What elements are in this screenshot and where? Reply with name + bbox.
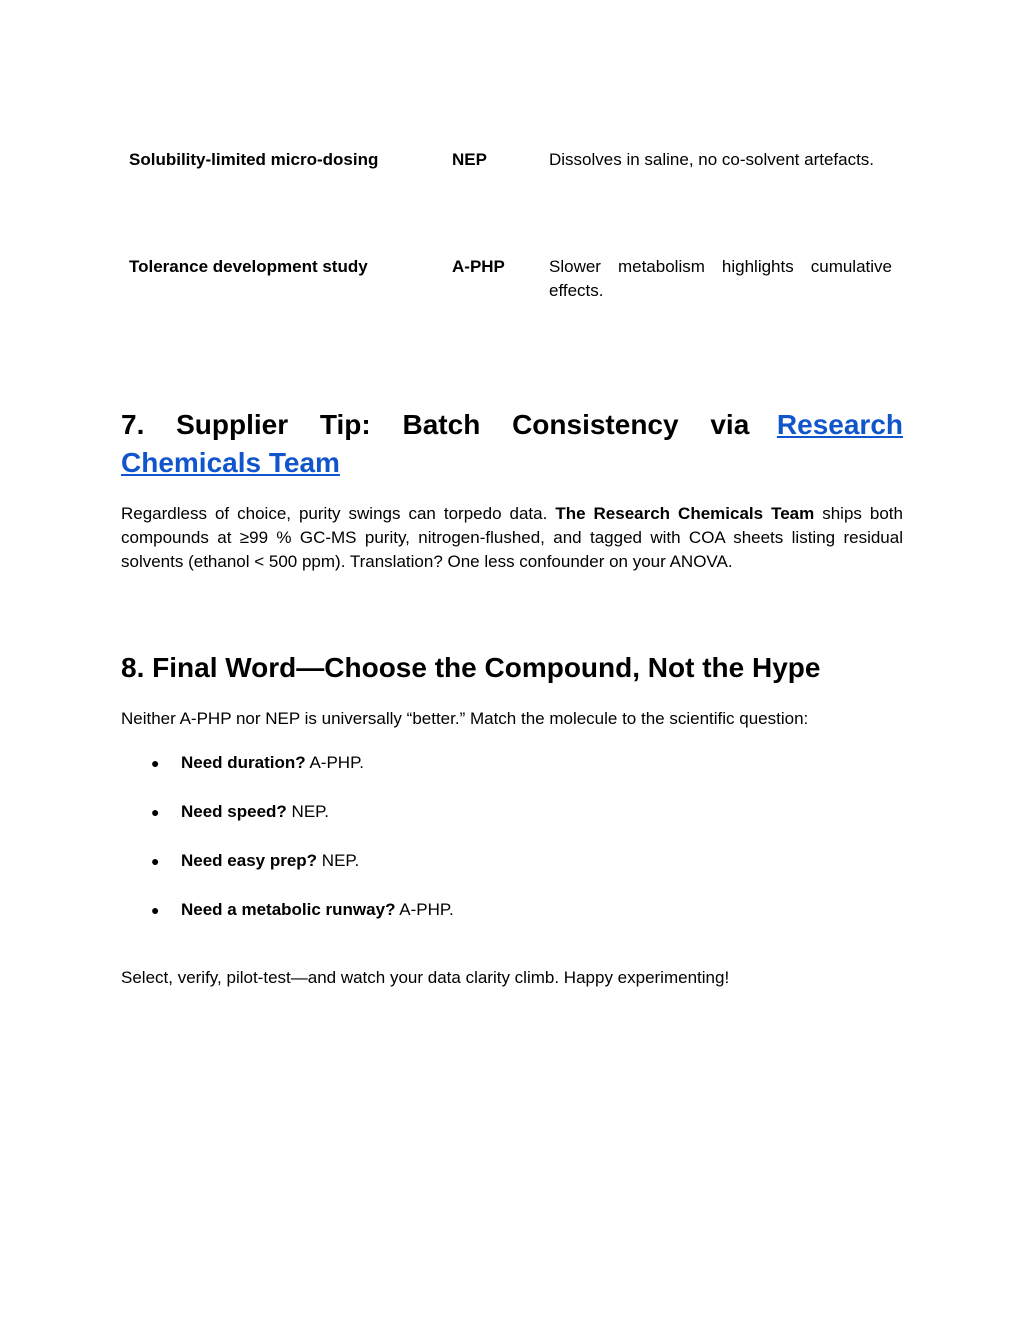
closing-paragraph: Select, verify, pilot-test—and watch your data clarity climb. Happy experimenting!	[121, 968, 730, 987]
section-7-heading	[121, 406, 903, 482]
paragraph-text: Regardless of choice, purity swings can torpedo data.	[121, 504, 548, 523]
brand-name-bold: The Research Chemicals Team	[555, 504, 815, 523]
scenario-cell: Tolerance development study	[129, 257, 368, 276]
bullet-icon: ●	[151, 902, 160, 918]
list-item-question: Need easy prep?	[181, 851, 318, 870]
list-item	[121, 800, 903, 849]
paragraph-text: ships both compounds at ≥99 % GC-MS purity, nitrogen-flushed, and tagged with COA sheets listing residual solvents (ethanol < 500 ppm). Translation? One less confounder on your ANOVA.	[121, 504, 903, 571]
compound-cell: NEP	[452, 150, 487, 169]
section-8-heading: 8. Final Word—Choose the Compound, Not the Hype	[121, 652, 821, 683]
list-item-question: Need a metabolic runway?	[181, 900, 396, 919]
bullet-icon: ●	[151, 853, 160, 869]
scenario-cell: Solubility-limited micro-dosing	[129, 150, 379, 169]
list-item-answer: NEP.	[321, 851, 360, 870]
list-item	[121, 751, 903, 800]
recommendation-list	[121, 751, 903, 947]
section-8-intro: Neither A-PHP nor NEP is universally “better.” Match the molecule to the scientific question:	[121, 709, 809, 728]
list-item-answer: NEP.	[291, 802, 330, 821]
section-7-paragraph	[121, 502, 903, 574]
rationale-cell: Slower metabolism highlights cumulative effects.	[549, 257, 892, 300]
research-chemicals-team-link-continued[interactable]: Chemicals Team	[121, 447, 340, 478]
list-item-question: Need duration?	[181, 753, 306, 772]
list-item	[121, 849, 903, 898]
rationale-cell: Dissolves in saline, no co-solvent artefacts.	[549, 150, 875, 169]
list-item-answer: A-PHP.	[309, 753, 364, 772]
bullet-icon: ●	[151, 755, 160, 771]
list-item-answer: A-PHP.	[399, 900, 454, 919]
list-item	[121, 898, 903, 947]
research-chemicals-team-link[interactable]: Research	[776, 409, 903, 440]
list-item-question: Need speed?	[181, 802, 287, 821]
compound-cell: A-PHP	[452, 257, 505, 276]
section-7-heading-text: 7. Supplier Tip: Batch Consistency via	[121, 409, 750, 440]
bullet-icon: ●	[151, 804, 160, 820]
